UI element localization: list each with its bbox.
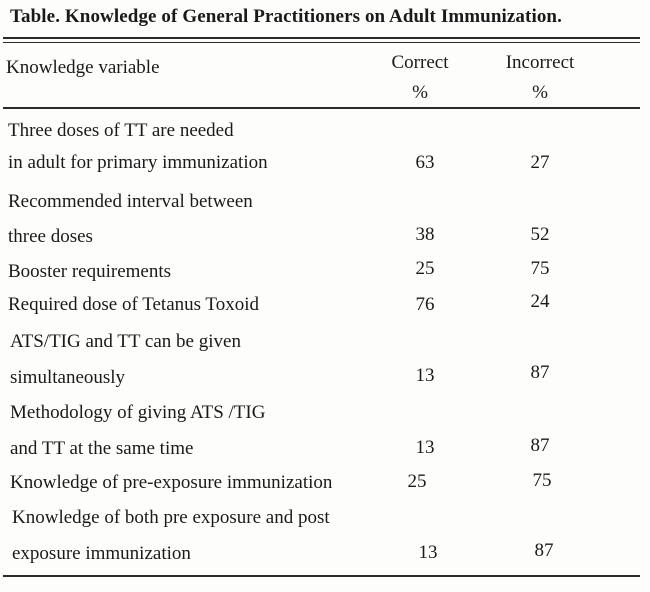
- incorrect-value: 75: [532, 470, 552, 491]
- correct-value: 76: [415, 294, 435, 315]
- top-rule-secondary: [3, 42, 640, 43]
- incorrect-value: 27: [530, 152, 550, 173]
- row-label-line: Recommended interval between: [8, 191, 253, 212]
- incorrect-value: 24: [530, 291, 550, 312]
- header-knowledge-variable: Knowledge variable: [6, 57, 160, 78]
- header-incorrect-label: Incorrect: [505, 52, 575, 73]
- correct-value: 13: [415, 365, 435, 386]
- correct-value: 13: [418, 542, 438, 563]
- row-label-line: Booster requirements: [8, 261, 172, 282]
- correct-value: 25: [415, 258, 435, 279]
- header-incorrect-unit: %: [532, 82, 548, 103]
- top-rule: [3, 37, 640, 39]
- header-incorrect: [490, 48, 590, 108]
- header-correct-unit: %: [412, 82, 428, 103]
- table-title: Table. Knowledge of General Practitioners on Adult Immunization.: [10, 6, 562, 27]
- correct-value: 13: [415, 437, 435, 458]
- correct-value: 25: [407, 471, 427, 492]
- row-label-line: Knowledge of pre-exposure immunization: [10, 472, 333, 493]
- incorrect-value: 87: [534, 540, 554, 561]
- row-label-line: and TT at the same time: [10, 438, 194, 459]
- incorrect-value: 87: [530, 362, 550, 383]
- row-label-line: Knowledge of both pre exposure and post: [12, 507, 330, 528]
- row-label-line: Three doses of TT are needed: [8, 120, 234, 141]
- row-label-line: Required dose of Tetanus Toxoid: [8, 294, 259, 315]
- row-label-line: Methodology of giving ATS /TIG: [10, 402, 266, 423]
- row-label-line: ATS/TIG and TT can be given: [10, 331, 241, 352]
- row-label-line: simultaneously: [10, 367, 126, 388]
- incorrect-value: 52: [530, 224, 550, 245]
- header-rule: [3, 107, 640, 109]
- row-label-line: in adult for primary immunization: [8, 152, 268, 173]
- incorrect-value: 75: [530, 258, 550, 279]
- row-label-line: exposure immunization: [12, 543, 191, 564]
- header-correct: [380, 48, 460, 108]
- correct-value: 63: [415, 152, 435, 173]
- correct-value: 38: [415, 224, 435, 245]
- row-label-line: three doses: [8, 226, 93, 247]
- header-correct-label: Correct: [391, 52, 449, 73]
- bottom-rule: [3, 575, 640, 577]
- incorrect-value: 87: [530, 435, 550, 456]
